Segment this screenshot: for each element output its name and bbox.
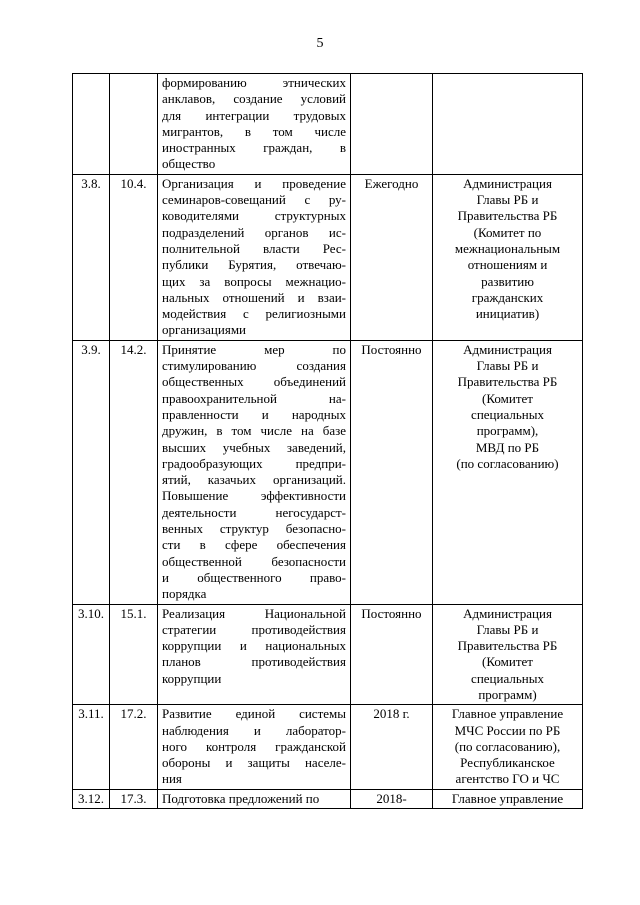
measure-text <box>158 789 351 808</box>
responsible-line: МВД по РБ <box>475 439 540 455</box>
responsible <box>433 340 583 604</box>
responsible-line: Республиканское <box>460 755 555 771</box>
measure-text-line: Развитие единой системы <box>162 706 346 722</box>
program-reference: 17.2. <box>110 705 158 789</box>
measure-text-line: модействия с религиозными <box>162 306 346 322</box>
measures-table <box>72 73 583 809</box>
program-reference: 15.1. <box>110 604 158 705</box>
responsible-line: инициатив) <box>475 306 540 322</box>
responsible-line: (Комитет <box>482 390 533 406</box>
measure-text-line: Подготовка предложений по <box>162 790 320 806</box>
responsible <box>433 74 583 175</box>
measure-text-line: мигрантов, в том числе <box>162 123 346 139</box>
measure-text-line: обороны и защиты населе- <box>162 755 346 771</box>
responsible-line: Главы РБ и <box>476 358 539 374</box>
measure-text-line: и общественного право- <box>162 569 346 585</box>
measure-text-line: анклавов, создание условий <box>162 91 346 107</box>
deadline <box>351 74 433 175</box>
measure-text-line: Принятие мер по <box>162 341 346 357</box>
deadline: Постоянно <box>351 604 433 705</box>
row-number: 3.11. <box>73 705 110 789</box>
measure-text-line: для интеграции трудовых <box>162 107 346 123</box>
table-row <box>73 74 583 175</box>
responsible <box>433 705 583 789</box>
responsible-line: Администрация <box>463 175 552 191</box>
responsible-line: специальных <box>471 406 544 422</box>
measure-text-line: градообразующих предпри- <box>162 455 346 471</box>
responsible-line: гражданских <box>471 289 544 305</box>
measure-text-line: правоохранительной на- <box>162 390 346 406</box>
measure-text-line: семинаров-совещаний с ру- <box>162 192 346 208</box>
responsible-line: агентство ГО и ЧС <box>455 771 560 787</box>
program-reference <box>110 74 158 175</box>
responsible-line: Главы РБ и <box>476 192 539 208</box>
deadline: 2018 г. <box>351 705 433 789</box>
measure-text-line: общественной безопасности <box>162 553 346 569</box>
row-number: 3.9. <box>73 340 110 604</box>
measure-text-line: венных структур безопасно- <box>162 521 346 537</box>
measure-text-line: коррупции <box>162 670 222 686</box>
responsible-line: Администрация <box>463 341 552 357</box>
table-row <box>73 174 583 340</box>
measure-text <box>158 340 351 604</box>
page-number: 5 <box>316 36 324 51</box>
responsible-line: Правительства РБ <box>457 638 558 654</box>
responsible-line: Правительства РБ <box>457 208 558 224</box>
measure-text-line: общество <box>162 156 216 172</box>
measure-text-line: порядка <box>162 586 207 602</box>
row-number: 3.12. <box>73 789 110 808</box>
measure-text <box>158 604 351 705</box>
measure-text-line: стимулированию создания <box>162 358 346 374</box>
measure-text <box>158 174 351 340</box>
measure-text-line: деятельности негосударст- <box>162 504 346 520</box>
program-reference: 10.4. <box>110 174 158 340</box>
measure-text-line: полнительной власти Рес- <box>162 240 346 256</box>
responsible-line: Правительства РБ <box>457 374 558 390</box>
responsible-line: (по согласованию), <box>454 738 561 754</box>
measure-text-line: общественных объединений <box>162 374 346 390</box>
responsible-line: Администрация <box>463 605 552 621</box>
deadline: 2018- <box>351 789 433 808</box>
measure-text-line: Повышение эффективности <box>162 488 346 504</box>
measure-text-line: формированию этнических <box>162 75 346 90</box>
row-number <box>73 74 110 175</box>
measure-text-line: нальных отношений и взаи- <box>162 289 346 305</box>
measure-text-line: Организация и проведение <box>162 175 346 191</box>
measure-text-line: ководителями структурных <box>162 208 346 224</box>
measure-text-line: ного контроля гражданской <box>162 738 346 754</box>
responsible-line: МЧС России по РБ <box>454 722 561 738</box>
program-reference: 14.2. <box>110 340 158 604</box>
measure-text-line: ния <box>162 771 182 787</box>
table-row <box>73 604 583 705</box>
measure-text-line: подразделений органов ис- <box>162 224 346 240</box>
measure-text <box>158 705 351 789</box>
responsible-line: программ) <box>478 686 537 702</box>
responsible-line: (по согласованию) <box>456 455 559 471</box>
measure-text-line: наблюдения и лаборатор- <box>162 722 346 738</box>
responsible-line: специальных <box>471 670 544 686</box>
table-row <box>73 705 583 789</box>
measure-text-line: высших учебных заведений, <box>162 439 346 455</box>
responsible-line: развитию <box>481 273 534 289</box>
measure-text-line: публики Бурятия, отвечаю- <box>162 257 346 273</box>
responsible-line: Главное управление <box>451 706 564 722</box>
responsible <box>433 789 583 808</box>
responsible-line: межнациональным <box>454 240 561 256</box>
table-row <box>73 340 583 604</box>
responsible-line: (Комитет <box>482 654 533 670</box>
measure-text-line: Реализация Национальной <box>162 605 346 621</box>
responsible-line: Главное управление <box>451 790 564 806</box>
measure-text-line: стратегии противодействия <box>162 621 346 637</box>
measure-text-line: организациями <box>162 322 246 338</box>
measure-text-line: ятий, казачьих организаций. <box>162 472 346 488</box>
measure-text-line: щих за вопросы межнацио- <box>162 273 346 289</box>
measure-text-line: сти в сфере обеспечения <box>162 537 346 553</box>
deadline: Ежегодно <box>351 174 433 340</box>
responsible-line: программ), <box>476 423 539 439</box>
row-number: 3.10. <box>73 604 110 705</box>
measure-text-line: планов противодействия <box>162 654 346 670</box>
responsible-line: Главы РБ и <box>476 621 539 637</box>
deadline: Постоянно <box>351 340 433 604</box>
row-number: 3.8. <box>73 174 110 340</box>
responsible <box>433 174 583 340</box>
measure-text-line: правленности и народных <box>162 406 346 422</box>
responsible-line: отношениям и <box>467 257 548 273</box>
responsible-line: (Комитет по <box>473 224 542 240</box>
responsible <box>433 604 583 705</box>
measure-text-line: дружин, в том числе на базе <box>162 423 346 439</box>
measure-text-line: иностранных граждан, в <box>162 140 346 156</box>
program-reference: 17.3. <box>110 789 158 808</box>
measure-text <box>158 74 351 175</box>
measure-text-line: коррупции и национальных <box>162 638 346 654</box>
table-row <box>73 789 583 808</box>
